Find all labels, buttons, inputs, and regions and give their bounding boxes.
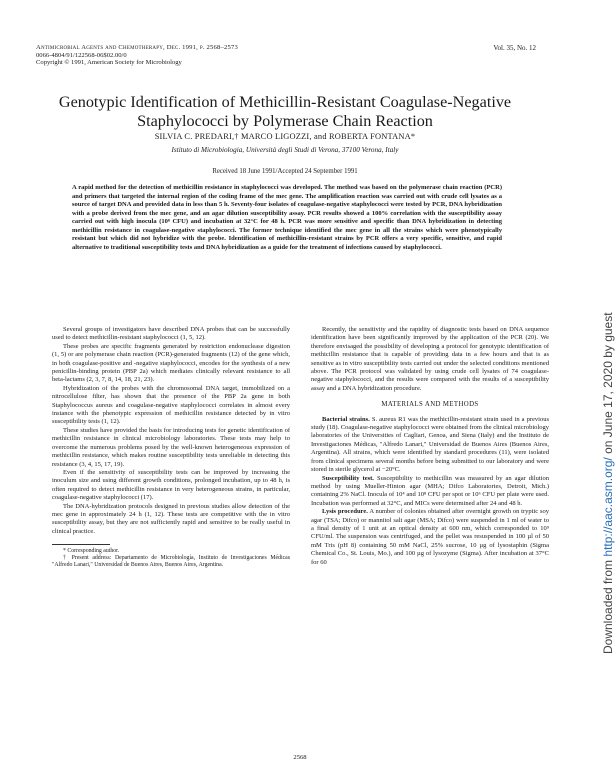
author-affiliation: Istituto di Microbiologia, Università degli Studi di Verona, 37100 Verona, Italy — [171, 146, 399, 154]
footnote-corresponding-author: * Corresponding author. — [63, 548, 120, 555]
copyright-line: Copyright © 1991, American Society for Microbiology — [36, 59, 182, 67]
subsection-paragraph — [311, 475, 549, 509]
body-paragraph: Even if the sensitivity of susceptibility tests can be improved by increasing the inoculum size and using different growth conditions, prolonged incubation, up to 48 h, is often required to detect methicillin resistance in very heterogeneous strains, in particular, coagulase-negative staphylococci (17). — [52, 468, 290, 502]
subsection-text: Susceptibility to methicillin was measured by an agar dilution method by using Mueller-Hinton agar (MHA; Difco Laboratories, Detroit, Mich.) containing 2% NaCl. Inocula of 10⁴ and 10⁸ CFU per spot or 10⁶ CFU per plate were used. Incubation was performed at 32°C, and MICs were determined after 24 and 48 h. — [311, 474, 550, 507]
left-column — [52, 326, 290, 569]
watermark-prefix: Downloaded from — [601, 556, 615, 654]
subsection-heading: Susceptibility test. — [322, 474, 374, 482]
journal-citation: Antimicrobial Agents and Chemotherapy, Dec. 1991, p. 2568–2573 — [36, 44, 238, 51]
body-paragraph: The DNA-hybridization protocols designed in previous studies allow detection of the mec gene in approximately 24 h (1, 12). These tests are competitive with the in vitro susceptibility assay, but they are not sufficiently rapid and sensitive to be really useful in clinical practice. — [52, 502, 290, 535]
journal-header — [36, 44, 238, 67]
subsection-heading: Lysis procedure. — [322, 508, 368, 516]
body-paragraph: These studies have provided the basis for introducing tests for genetic identification of methicillin resistance in clinical microbiology laboratories. These tests may help to overcome the numerous problems posed by the well-known heterogeneous expression of methicillin resistance, which makes routine susceptibility tests unreliable in detecting this resistance (3, 4, 15, 17, 19). — [52, 426, 290, 468]
article-title: Genotypic Identification of Methicillin-Resistant Coagulase-Negative Staphylococci by Polymerase Chain Reaction — [58, 93, 512, 130]
page-number: 2568 — [293, 754, 307, 761]
body-paragraph: Several groups of investigators have described DNA probes that can be successfully used to detect methicillin-resistant staphylococci (1, 5, 12). — [52, 326, 290, 342]
author-list: SILVIA C. PREDARI,† MARCO LIGOZZI, and ROBERTA FONTANA* — [154, 132, 416, 141]
watermark-text — [601, 312, 615, 654]
subsection-text: S. aureus R1 was the methicillin-resistant strain used in a previous study (18). Coagulase-negative staphylococci were obtained from the clinical microbiology laboratories of the Universities of Cagliari, Genoa, and Siena (Italy) and the Instituto de Investigaciones Médicas, "Alfredo Lanari," Universidad de Buenos Aires (Buenos Aires, Argentina). All strains, which were identified by standard procedures (11), were isolated from clinical specimens several months before being submitted to our laboratory and were stored in sterile glycerol at −20°C. — [311, 415, 550, 474]
body-paragraph: Recently, the sensitivity and the rapidity of diagnostic tests based on DNA sequence identification have been significantly improved by the application of the PCR (20). We therefore envisaged the possibility of developing a protocol for genotypic identification of methicillin resistance that is capable of providing data in a few hours and that is as sensitive as in vitro susceptibility tests carried out under the selected conditions mentioned above. The PCR protocol was validated by using crude cell lysates of 74 coagulase-negative staphylococci, and the results were compared with the results of a susceptibility assay and a DNA hybridization procedure. — [311, 326, 549, 392]
subsection-paragraph — [311, 508, 549, 567]
watermark-link[interactable]: http://aac.asm.org/ — [601, 457, 615, 557]
right-column — [311, 326, 549, 567]
watermark-suffix: on June 17, 2020 by guest — [601, 312, 615, 458]
footnote-present-address: † Present address: Departamento de Microbiología, Instituto de Investigaciones Médicas "Alfredo Lanari," Universidad de Buenos Aires, Buenos Aires, Argentina. — [52, 555, 290, 569]
section-heading: MATERIALS AND METHODS — [381, 401, 479, 409]
journal-code: 0066-4804/91/122568-06$02.00/0 — [36, 51, 127, 59]
download-watermark — [587, 120, 615, 680]
received-dates: Received 18 June 1991/Accepted 24 September 1991 — [212, 168, 358, 175]
footnote-divider — [52, 544, 110, 545]
subsection-heading: Bacterial strains. — [322, 415, 370, 423]
body-paragraph: Hybridization of the probes with the chromosomal DNA target, immobilized on a nitrocellulose filter, has shown that the presence of the PBP 2a gene in both Staphylococcus aureus and coagulase-negative staphylococci correlates in almost every instance with the phenotypic expression of methicillin resistance detected by in vitro susceptibility tests (1, 12). — [52, 384, 290, 426]
body-paragraph: These probes are specific fragments generated by restriction endonuclease digestion (1, 5) or are polymerase chain reaction (PCR)-generated fragments (12) of the gene which, in both coagulase-positive and -negative staphylococci, encodes for the synthesis of a new penicillin-binding protein (PBP 2a) which mediates clinically relevant resistance to all beta-lactams (2, 3, 7, 8, 14, 18, 21, 23). — [52, 342, 290, 384]
volume-issue: Vol. 35, No. 12 — [493, 44, 536, 52]
abstract: A rapid method for the detection of methicillin resistance in staphylococci was developed. The method was based on the polymerase chain reaction (PCR) and primers that targeted the internal region of the coding frame of the mec gene. The amplification reaction was carried out with crude cell lysates as a source of target DNA and provided data in less than 5 h. Seventy-four isolates of coagulase-negative staphylococci were tested by PCR, DNA hybridization with a probe derived from the mec gene, and an agar dilution susceptibility assay. PCR results showed a 100% correlation with the susceptibility assay carried out with high inocula (10⁸ CFU) and incubation at 32°C for 48 h. PCR was more sensitive and specific than DNA hybridization in detecting methicillin resistance in coagulase-negative staphylococci. The former technique identified the mec gene in all the strains which were phenotypically resistant but which did not hybridize with the probe. Identification of methicillin-resistant strains by PCR offers a very specific, sensitive, and rapid alternative to traditional susceptibility tests and DNA hybridization as a guide for the treatment of infections caused by staphylococci. — [72, 184, 502, 251]
subsection-paragraph — [311, 416, 549, 475]
subsection-text: A number of colonies obtained after overnight growth on tryptic soy agar (TSA; Difco) or mannitol salt agar (MSA; Difco) were suspended in 1 ml of water to a final density of 1 unit at an optical density at 600 nm, which corresponded to 10⁹ CFU/ml. The suspension was centrifuged, and the pellet was resuspended in 100 µl of 50 mM Tris (pH 8) containing 50 mM NaCl, 25% sucrose, 10 µg of lysostaphin (Sigma Chemical Co., St. Louis, Mo.), and 100 µg of lysozyme (Sigma). After incubation at 37°C for 60 — [311, 508, 549, 566]
